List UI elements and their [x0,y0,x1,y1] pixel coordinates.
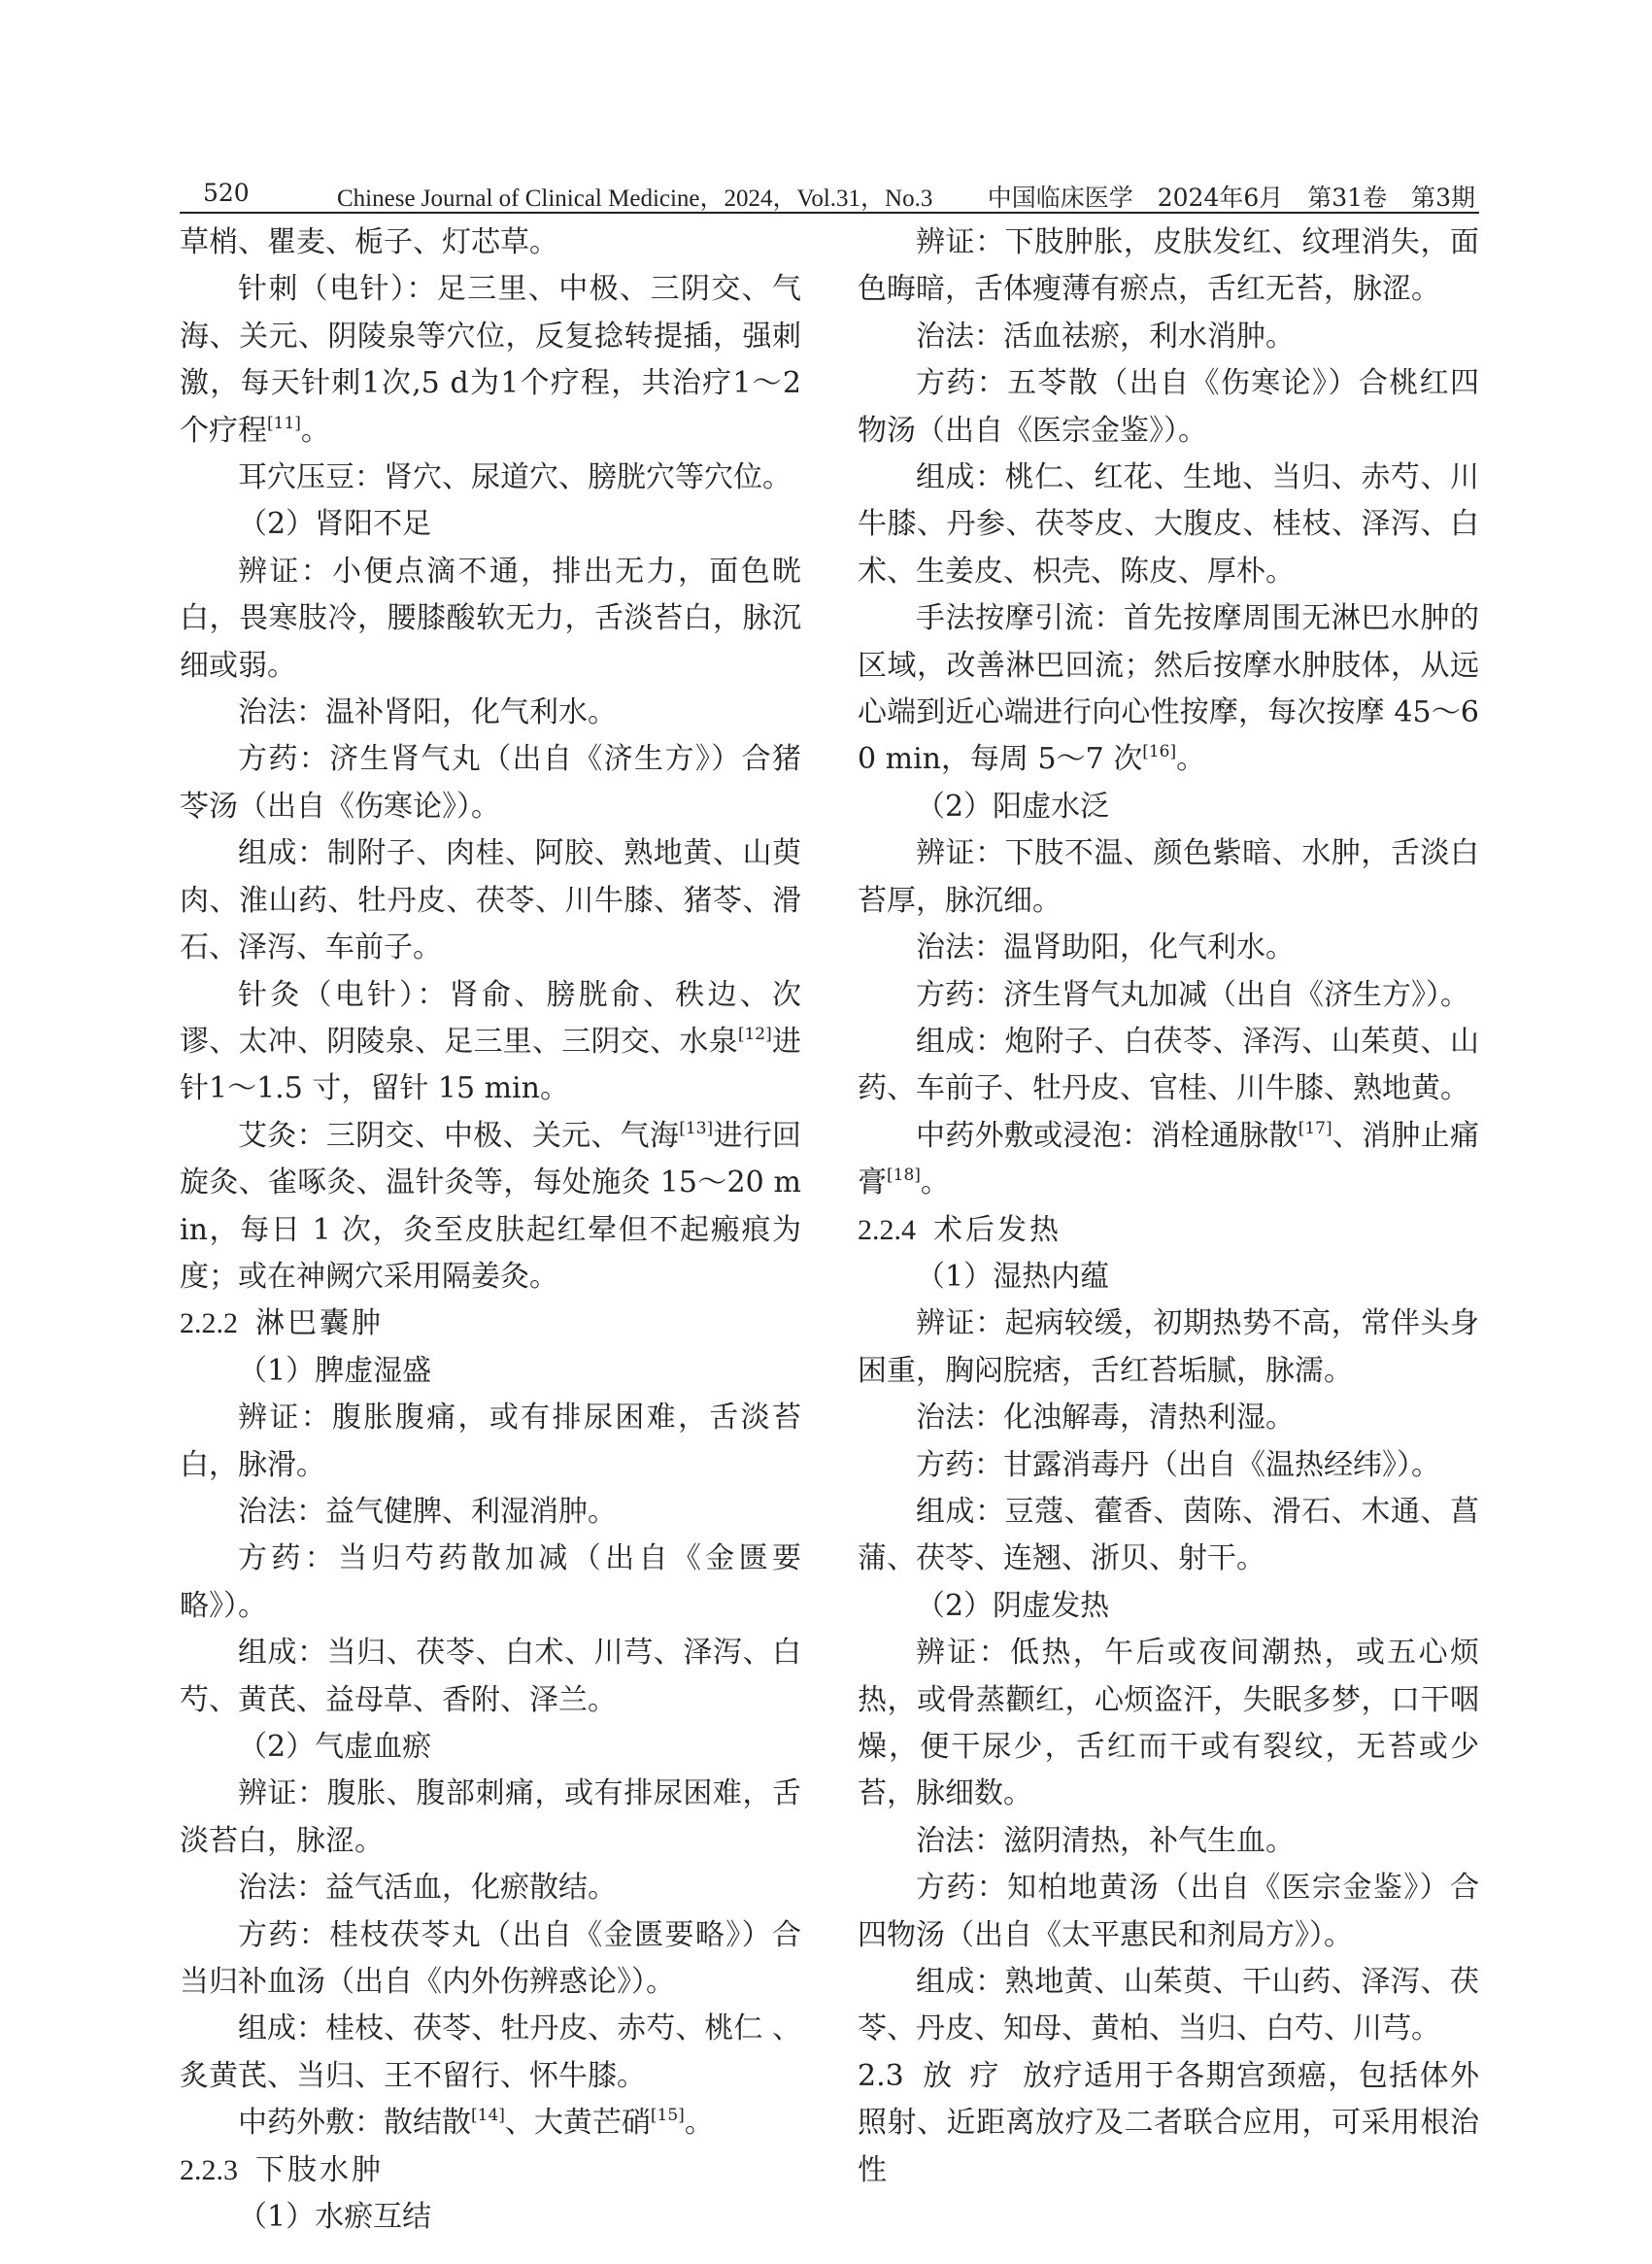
paragraph: 治法：活血祛瘀，利水消肿。 [916,319,1295,354]
citation[interactable]: [11] [267,413,301,433]
citation[interactable]: [14] [471,2106,505,2126]
paragraph: 组成：制附子、肉桂、阿胶、熟地黄、山萸肉、淮山药、牡丹皮、茯苓、川牛膝、猪苓、滑石、泽泻、车前子。 [180,836,801,965]
subheading: （1）湿热内蕴 [916,1259,1110,1294]
left-column [180,220,801,2241]
paragraph: 方药：甘露消毒丹（出自《温热经纬》）。 [916,1447,1440,1482]
paragraph: 2.3 放 疗 放疗适用于各期宫颈癌，包括体外照射、近距离放疗及二者联合应用，可采用根治性 [858,2058,1479,2187]
citation[interactable]: [18] [887,1166,921,1186]
paragraph: 方药：济生肾气丸加减（出自《济生方》）。 [916,977,1469,1012]
paragraph: 中药外敷：散结散[14]、大黄芒硝[15]。 [238,2106,714,2141]
paragraph: 组成：熟地黄、山茱萸、干山药、泽泻、茯苓、丹皮、知母、黄柏、当归、白芍、川芎。 [858,1965,1479,2046]
paragraph: 针刺（电针）：足三里、中极、三阴交、气海、关元、阴陵泉等穴位，反复捻转提插，强刺激，每天针刺1次,5 d为1个疗程，共治疗1～2个疗程[11]。 [180,272,801,448]
paragraph: 组成：桂枝、茯苓、牡丹皮、赤芍、桃仁 、炙黄芪、当归、王不留行、怀牛膝。 [180,2011,801,2093]
section-number: 2.3 [858,2058,904,2093]
paragraph: 组成：炮附子、白茯苓、泽泻、山茱萸、山药、车前子、牡丹皮、官桂、川牛膝、熟地黄。 [858,1024,1479,1106]
citation[interactable]: [12] [737,1024,772,1044]
paragraph: 方药：知柏地黄汤（出自《医宗金鉴》）合四物汤（出自《太平惠民和剂局方》）。 [858,1871,1479,1952]
journal-title-en: Chinese Journal of Clinical Medicine，2024，Vol.31，No.3 [337,186,933,212]
citation[interactable]: [13] [679,1118,714,1138]
paragraph: 治法：益气活血，化瘀散结。 [238,1871,617,1906]
subheading: （2）阳虚水泛 [916,789,1110,824]
paragraph: 方药：桂枝茯苓丸（出自《金匮要略》）合当归补血汤（出自《内外伤辨惑论》）。 [180,1917,801,2000]
paragraph: 方药：济生肾气丸（出自《济生方》）合猪苓汤（出自《伤寒论》）。 [180,742,801,824]
page-number: 520 [203,179,250,207]
paragraph: 治法：滋阴清热，补气生血。 [916,1823,1295,1858]
paragraph: 组成：豆蔻、藿香、茵陈、滑石、木通、菖蒲、茯苓、连翘、浙贝、射干。 [858,1494,1479,1576]
citation[interactable]: [16] [1142,742,1177,762]
subheading: （1）水瘀互结 [238,2200,432,2235]
paragraph: 辨证：腹胀腹痛，或有排尿困难，舌淡苔白，脉滑。 [180,1401,801,1482]
paragraph: 组成：桃仁、红花、生地、当归、赤芍、川牛膝、丹参、茯苓皮、大腹皮、桂枝、泽泻、白术、生姜皮、枳壳、陈皮、厚朴。 [858,460,1479,589]
citation[interactable]: [17] [1298,1118,1332,1138]
paragraph: 辨证：腹胀、腹部刺痛，或有排尿困难，舌淡苔白，脉涩。 [180,1776,801,1858]
section-number: 2.2.3 [180,2153,238,2186]
section-title: 下肢水肿 [255,2152,384,2187]
paragraph: 治法：益气健脾、利湿消肿。 [238,1494,617,1529]
paragraph: 治法：温补肾阳，化气利水。 [238,695,617,730]
section-heading [180,1301,801,1347]
section-title: 淋巴囊肿 [255,1306,384,1341]
paragraph: 辨证：起病较缓，初期热势不高，常伴头身困重，胸闷脘痞，舌红苔垢腻，脉濡。 [858,1306,1479,1388]
paragraph: 辨证：低热，午后或夜间潮热，或五心烦热，或骨蒸颧红，心烦盗汗，失眠多梦，口干咽燥，便干尿少，舌红而干或有裂纹，无苔或少苔，脉细数。 [858,1636,1479,1811]
paragraph: 手法按摩引流：首先按摩周围无淋巴水肿的区域，改善淋巴回流；然后按摩水肿肢体，从远心端到近心端进行向心性按摩，每次按摩 45～60 min，每周 5～7 次[16]。 [858,601,1479,777]
subheading: （2）肾阳不足 [238,507,432,542]
section-number: 2.2.4 [858,1213,916,1246]
running-header [180,173,1479,214]
right-column [858,220,1479,2194]
paragraph: 辨证：下肢不温、颜色紫暗、水肿，舌淡白苔厚，脉沉细。 [858,836,1479,918]
paragraph: 辨证：小便点滴不通，排出无力，面色晄白，畏寒肢冷，腰膝酸软无力，舌淡苔白，脉沉细或弱。 [180,554,801,683]
section-heading [180,2147,801,2194]
paragraph: 艾灸：三阴交、中极、关元、气海[13]进行回旋灸、雀啄灸、温针灸等，每处施灸 15～20 min，每日 1 次，灸至皮肤起红晕但不起瘢痕为度；或在神阙穴采用隔姜灸。 [180,1118,802,1294]
citation[interactable]: [15] [650,2106,685,2126]
subheading: （2）阴虚发热 [916,1588,1110,1623]
section-number: 2.2.2 [180,1307,238,1340]
paragraph: 方药：当归芍药散加减（出自《金匮要略》）。 [180,1541,801,1623]
section-title: 放 疗 [921,2058,1003,2093]
section-heading [858,1207,1479,1254]
section-title: 术后发热 [933,1212,1062,1247]
paragraph: 组成：当归、茯苓、白术、川芎、泽泻、白芍、黄芪、益母草、香附、泽兰。 [180,1636,801,1717]
paragraph: 方药：五苓散（出自《伤寒论》）合桃红四物汤（出自《医宗金鉴》）。 [858,366,1479,448]
paragraph: 治法：化浊解毒，清热利湿。 [916,1401,1295,1436]
paragraph: 治法：温肾助阳，化气利水。 [916,930,1295,965]
journal-title-cn: 中国临床医学 2024年6月 第31卷 第3期 [987,184,1475,212]
paragraph: 辨证：下肢肿胀，皮肤发红、纹理消失，面色晦暗，舌体瘦薄有瘀点，舌红无苔，脉涩。 [858,225,1479,307]
subheading: （2）气虚血瘀 [238,1730,432,1764]
paragraph: 草梢、瞿麦、栀子、灯芯草。 [180,225,558,259]
paragraph: 中药外敷或浸泡：消栓通脉散[17]、消肿止痛膏[18]。 [858,1118,1480,1200]
paragraph: 针灸（电针）：肾俞、膀胱俞、秩边、次谬、太冲、阴陵泉、足三里、三阴交、水泉[12]进针1～1.5 寸，留针 15 min。 [180,977,802,1106]
paragraph: 耳穴压豆：肾穴、尿道穴、膀胱穴等穴位。 [238,460,792,495]
subheading: （1）脾虚湿盛 [238,1353,432,1388]
